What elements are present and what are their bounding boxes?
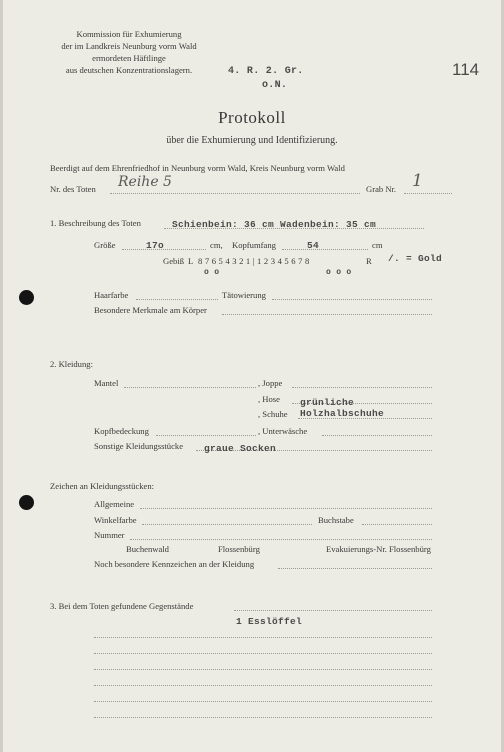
head-label: Kopfumfang [232, 240, 276, 250]
marks-buchenwald-label: Buchenwald [126, 544, 169, 554]
reference-typed-2: o.N. [262, 80, 288, 91]
document-subtitle: über die Exhumierung und Identifizierung. [166, 135, 338, 146]
blank-line-4 [94, 685, 432, 686]
blank-line-1 [94, 637, 432, 638]
grave-label: Grab Nr. [366, 184, 397, 194]
trousers-value: grünliche [300, 397, 355, 408]
jacket-label: , Joppe [258, 378, 283, 388]
teeth-right-marker: R [366, 256, 372, 266]
blank-line-6 [94, 717, 432, 718]
marks-flossenburg-label: Flossenbürg [218, 544, 260, 554]
marks-angle-line [142, 524, 312, 525]
punch-hole-top [19, 290, 34, 305]
nr-value: Reihe 5 [118, 174, 172, 190]
trousers-label: , Hose [258, 394, 280, 404]
other-clothing-label: Sonstige Kleidungsstücke [94, 441, 184, 451]
blank-line-5 [94, 701, 432, 702]
reference-typed: 4. R. 2. Gr. [228, 66, 304, 77]
marks-letter-line [362, 524, 432, 525]
org-line-2: der im Landkreis Neunburg vorm Wald [61, 41, 197, 51]
section1-typed: Schienbein: 36 cm Wadenbein: 35 cm [172, 219, 377, 230]
coat-line [124, 387, 256, 388]
head-unit: cm [372, 240, 383, 250]
org-line-3: ermordeten Häftlinge [92, 53, 166, 63]
burial-text: Beerdigt auf dem Ehrenfriedhof in Neunburg vorm Wald, Kreis Neunburg vorm Wald [50, 163, 345, 173]
marks-letter-label: Buchstabe [318, 515, 354, 525]
org-line-4: aus deutschen Konzentrationslagern. [65, 65, 193, 75]
teeth-note: /. = Gold [388, 253, 443, 264]
section1-heading: 1. Beschreibung des Toten [50, 218, 141, 228]
marks-general-line [140, 508, 432, 509]
size-unit: cm, [210, 240, 223, 250]
marks-evac-label: Evakuierungs-Nr. Flossenbürg [326, 544, 431, 554]
marks-number-label: Nummer [94, 530, 125, 540]
page-number: 114 [452, 60, 480, 79]
marks-heading: Zeichen an Kleidungsstücken: [50, 481, 155, 491]
head-line [282, 249, 368, 250]
shoes-label: , Schuhe [258, 409, 288, 419]
tattoo-label: Tätowierung [222, 290, 266, 300]
blank-line-2 [94, 653, 432, 654]
blank-line-3 [94, 669, 432, 670]
headwear-label: Kopfbedeckung [94, 426, 149, 436]
hair-line [136, 299, 218, 300]
section3-value: 1 Esslöffel [236, 616, 303, 627]
marks-angle-label: Winkelfarbe [94, 515, 137, 525]
org-line-1: Kommission für Exhumierung [76, 29, 182, 39]
size-label: Größe [94, 240, 116, 250]
teeth-label: Gebiß [163, 256, 185, 266]
org-header [54, 28, 204, 76]
underwear-line [322, 435, 432, 436]
teeth-digits: 8 7 6 5 4 3 2 1 | 1 2 3 4 5 6 7 8 [198, 256, 310, 266]
marks-line [222, 314, 432, 315]
punch-hole-bottom [19, 495, 34, 510]
grave-value: 1 [412, 171, 423, 191]
size-value: 17o [146, 240, 165, 251]
section3-line [234, 610, 432, 611]
headwear-line [156, 435, 256, 436]
grave-line [404, 193, 452, 194]
section3-heading: 3. Bei dem Toten gefundene Gegenstände [50, 601, 194, 611]
teeth-marks-right: o o o [326, 268, 352, 277]
section2-heading: 2. Kleidung: [50, 359, 93, 369]
marks-other-label: Noch besondere Kennzeichen an der Kleidung [94, 559, 255, 569]
marks-other-line [278, 568, 432, 569]
marks-general-label: Allgemeine [94, 499, 135, 509]
hair-label: Haarfarbe [94, 290, 129, 300]
teeth-marks-left: o o [204, 268, 220, 277]
jacket-line [292, 387, 432, 388]
marks-label: Besondere Merkmale am Körper [94, 305, 207, 315]
underwear-label: , Unterwäsche [258, 426, 308, 436]
shoes-value: Holzhalbschuhe [300, 408, 385, 419]
nr-line [110, 193, 360, 194]
other-clothing-value: graue Socken [204, 443, 277, 454]
document-title: Protokoll [218, 108, 286, 127]
nr-label: Nr. des Toten [50, 184, 96, 194]
teeth-left-marker: L [188, 256, 194, 266]
tattoo-line [272, 299, 432, 300]
head-value: 54 [307, 240, 320, 251]
marks-number-line [130, 539, 432, 540]
coat-label: Mantel [94, 378, 119, 388]
